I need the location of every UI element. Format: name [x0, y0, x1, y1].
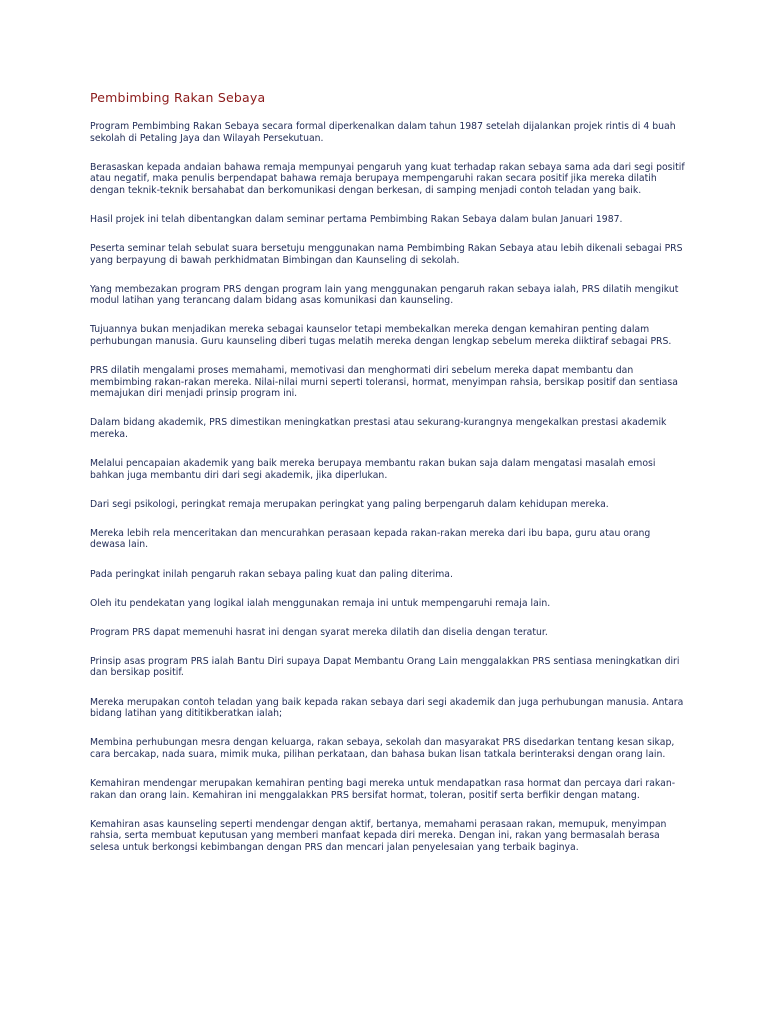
paragraph: Berasaskan kepada andaian bahawa remaja mempunyai pengaruh yang kuat terhadap rakan sebaya sama ada dari segi positif atau negatif, maka penulis berpendapat bahawa remaja berupaya mempengaruhi rakan secara positif jika mereka dilatih dengan teknik-teknik bersahabat dan berkomunikasi dengan berkesan, di samping menjadi contoh teladan yang baik. [90, 161, 685, 196]
paragraph: Program PRS dapat memenuhi hasrat ini dengan syarat mereka dilatih dan diselia dengan teratur. [90, 626, 548, 638]
paragraph: Hasil projek ini telah dibentangkan dalam seminar pertama Pembimbing Rakan Sebaya dalam bulan Januari 1987. [90, 213, 623, 225]
paragraph: Dalam bidang akademik, PRS dimestikan meningkatkan prestasi atau sekurang-kurangnya mengekalkan prestasi akademik mereka. [90, 417, 667, 440]
paragraph: Yang membezakan program PRS dengan program lain yang menggunakan pengaruh rakan sebaya ialah, PRS dilatih mengikut modul latihan yang terancang dalam bidang asas komunikasi dan kaunseling. [90, 283, 679, 307]
paragraph: Program Pembimbing Rakan Sebaya secara formal diperkenalkan dalam tahun 1987 setelah dijalankan projek rintis di 4 buah sekolah di Petaling Jaya dan Wilayah Persekutuan. [90, 121, 676, 144]
paragraph: Mereka lebih rela menceritakan dan mencurahkan perasaan kepada rakan-rakan mereka dari ibu bapa, guru atau orang dewasa lain. [90, 527, 651, 551]
paragraph: Prinsip asas program PRS ialah Bantu Diri supaya Dapat Membantu Orang Lain menggalakkan PRS sentiasa meningkatkan diri dan bersikap positif. [90, 655, 680, 679]
paragraph: Kemahiran mendengar merupakan kemahiran penting bagi mereka untuk mendapatkan rasa hormat dan percaya dari rakan-rakan dan orang lain. Kemahiran ini menggalakkan PRS bersifat hormat, toleran, positif serta berfikir dengan matang. [90, 777, 676, 801]
paragraph: Tujuannya bukan menjadikan mereka sebagai kaunselor tetapi membekalkan mereka dengan kemahiran penting dalam perhubungan manusia. Guru kaunseling diberi tugas melatih mereka dengan lengkap sebelum mereka diiktiraf sebagai PRS. [90, 324, 672, 348]
paragraph: Membina perhubungan mesra dengan keluarga, rakan sebaya, sekolah dan masyarakat PRS disedarkan tentang kesan sikap, cara bercakap, nada suara, mimik muka, pilihan perkataan, dan bahasa bukan lisan tatkala berinteraksi dengan orang lain. [90, 737, 675, 760]
paragraph: Peserta seminar telah sebulat suara bersetuju menggunakan nama Pembimbing Rakan Sebaya atau lebih dikenali sebagai PRS yang berpayung di bawah perkhidmatan Bimbingan dan Kaunseling di sekolah. [90, 243, 683, 266]
document-title: Pembimbing Rakan Sebaya [90, 90, 266, 105]
paragraph: Dari segi psikologi, peringkat remaja merupakan peringkat yang paling berpengaruh dalam kehidupan mereka. [90, 498, 609, 510]
paragraph: Kemahiran asas kaunseling seperti mendengar dengan aktif, bertanya, memahami perasaan rakan, memupuk, menyimpan rahsia, serta membuat keputusan yang memberi manfaat kepada diri mereka. Dengan ini, rakan yang bermasalah berasa selesa untuk berkongsi kebimbangan dengan PRS dan mencari jalan penyelesaian yang terbaik baginya. [90, 818, 667, 853]
paragraph: PRS dilatih mengalami proses memahami, memotivasi dan menghormati diri sebelum mereka dapat membantu dan membimbing rakan-rakan mereka. Nilai-nilai murni seperti toleransi, hormat, menyimpan rahsia, bersikap positif dan sentiasa memajukan diri menjadi prinsip program ini. [90, 365, 678, 400]
document-page [90, 90, 685, 871]
paragraph: Mereka merupakan contoh teladan yang baik kepada rakan sebaya dari segi akademik dan juga perhubungan manusia. Antara bidang latihan yang dititikberatkan ialah; [90, 696, 684, 720]
paragraph: Melalui pencapaian akademik yang baik mereka berupaya membantu rakan bukan saja dalam mengatasi masalah emosi bahkan juga membantu diri dari segi akademik, jika diperlukan. [90, 458, 656, 481]
paragraph: Oleh itu pendekatan yang logikal ialah menggunakan remaja ini untuk mempengaruhi remaja lain. [90, 597, 551, 609]
paragraph: Pada peringkat inilah pengaruh rakan sebaya paling kuat dan paling diterima. [90, 568, 453, 580]
